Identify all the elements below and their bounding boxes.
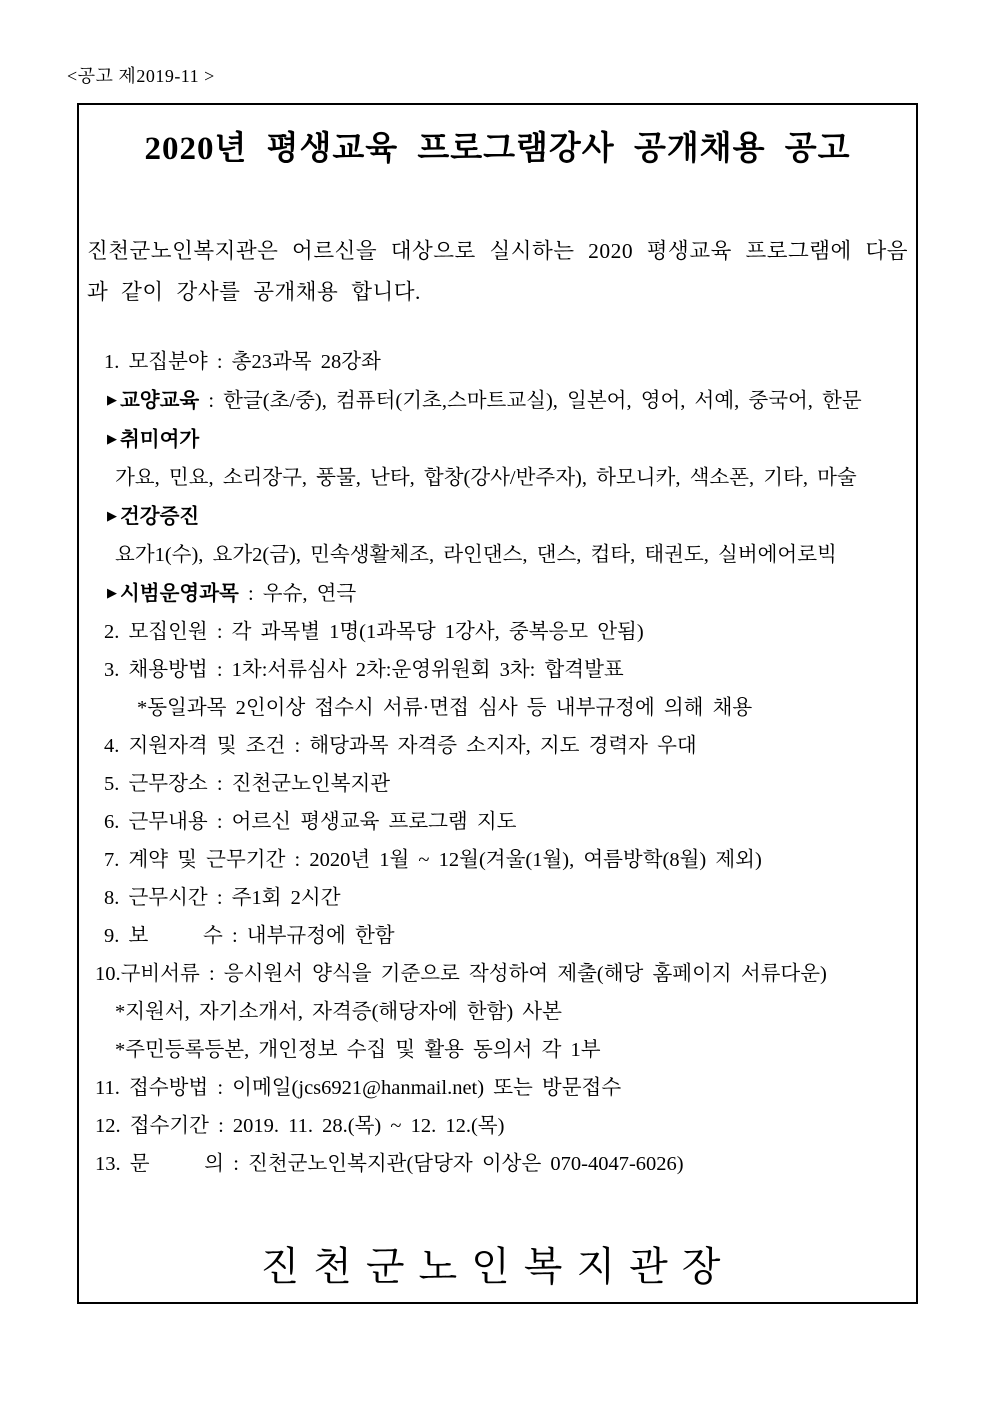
announcement-box bbox=[77, 103, 918, 1304]
list-line: 8. 근무시간 : 주1회 2시간 bbox=[104, 887, 341, 909]
list-line: 13. 문 의 : 진천군노인복지관(담당자 이상은 070-4047-6026) bbox=[95, 1153, 684, 1175]
bullet-triangle-icon: ▶ bbox=[107, 508, 117, 523]
list-line: 요가1(수), 요가2(금), 민속생활체조, 라인댄스, 댄스, 컵타, 태권도, 실버에어로빅 bbox=[115, 544, 837, 566]
list-line: *지원서, 자기소개서, 자격증(해당자에 한함) 사본 bbox=[115, 1001, 562, 1023]
list-line: 가요, 민요, 소리장구, 풍물, 난타, 합창(강사/반주자), 하모니카, 색소폰, 기타, 마술 bbox=[115, 467, 857, 489]
bullet-triangle-icon: ▶ bbox=[107, 431, 117, 446]
list-line: 11. 접수방법 : 이메일(jcs6921@hanmail.net) 또는 방문접수 bbox=[95, 1077, 622, 1099]
bullet-triangle-icon: ▶ bbox=[107, 585, 117, 600]
category-line bbox=[87, 574, 908, 613]
document-title: 2020년 평생교육 프로그램강사 공개채용 공고 bbox=[144, 131, 851, 167]
category-items: : 한글(초/중), 컴퓨터(기초,스마트교실), 일본어, 영어, 서예, 중국어, 한문 bbox=[199, 390, 862, 412]
list-line: 2. 모집인원 : 각 과목별 1명(1과목당 1강사, 중복응모 안됨) bbox=[104, 621, 644, 643]
category-line bbox=[87, 420, 908, 459]
category-line bbox=[87, 381, 908, 420]
announcement-list bbox=[87, 343, 908, 1183]
list-line: *동일과목 2인이상 접수시 서류·면접 심사 등 내부규정에 의해 채용 bbox=[137, 697, 753, 719]
list-line: 7. 계약 및 근무기간 : 2020년 1월 ~ 12월(겨울(1월), 여름방학(8월) 제외) bbox=[104, 849, 762, 871]
notice-number: <공고 제2019-11 > bbox=[67, 66, 215, 86]
list-line: 12. 접수기간 : 2019. 11. 28.(목) ~ 12. 12.(목) bbox=[95, 1115, 505, 1137]
list-line: 10.구비서류 : 응시원서 양식을 기준으로 작성하여 제출(해당 홈페이지 서류다운) bbox=[95, 963, 827, 985]
list-line: 4. 지원자격 및 조건 : 해당과목 자격증 소지자, 지도 경력자 우대 bbox=[104, 735, 697, 757]
bullet-triangle-icon: ▶ bbox=[107, 392, 117, 407]
category-name: 건강증진 bbox=[120, 506, 200, 528]
list-line: 5. 근무장소 : 진천군노인복지관 bbox=[104, 773, 391, 795]
intro-paragraph: 진천군노인복지관은 어르신을 대상으로 실시하는 2020 평생교육 프로그램에 다음과 같이 강사를 공개채용 합니다. bbox=[87, 239, 908, 304]
list-line: 1. 모집분야 : 총23과목 28강좌 bbox=[104, 351, 381, 373]
category-name: 시범운영과목 bbox=[120, 583, 239, 605]
category-name: 취미여가 bbox=[120, 429, 200, 451]
list-line: 3. 채용방법 : 1차:서류심사 2차:운영위원회 3차: 합격발표 bbox=[104, 659, 624, 681]
list-line: 6. 근무내용 : 어르신 평생교육 프로그램 지도 bbox=[104, 811, 517, 833]
category-name: 교양교육 bbox=[120, 390, 200, 412]
signature-title: 진천군노인복지관장 bbox=[260, 1244, 735, 1289]
category-items: : 우슈, 연극 bbox=[238, 583, 357, 605]
category-line bbox=[87, 497, 908, 536]
list-line: *주민등록등본, 개인정보 수집 및 활용 동의서 각 1부 bbox=[115, 1039, 601, 1061]
list-line: 9. 보 수 : 내부규정에 한함 bbox=[104, 925, 395, 947]
